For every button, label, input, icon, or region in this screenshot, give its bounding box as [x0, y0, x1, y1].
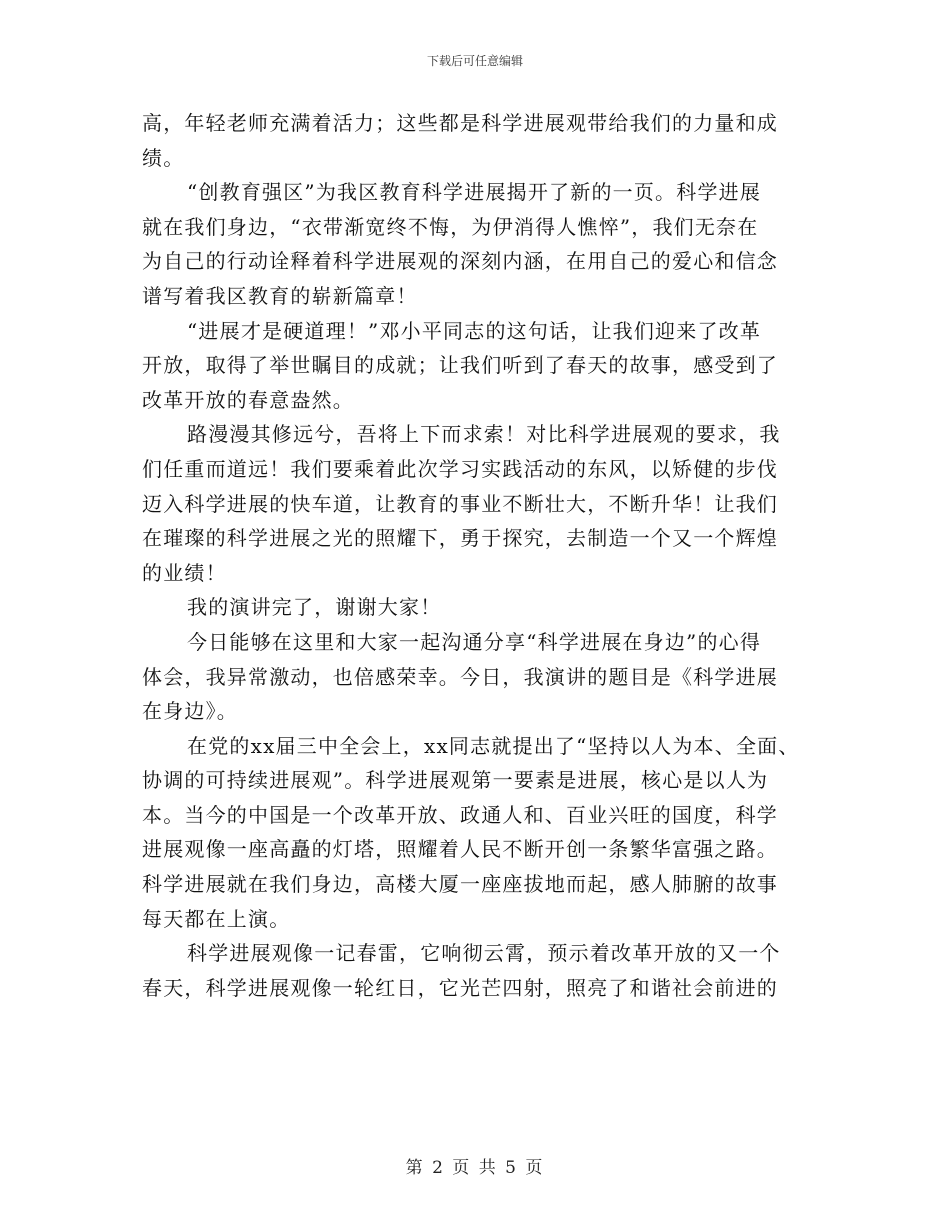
text-line: 高，年轻老师充满着活力；这些都是科学进展观带给我们的力量和成: [142, 111, 778, 135]
page-number-footer: 第 2 页 共 5 页: [405, 1158, 545, 1178]
text-line: 们任重而道远！我们要乘着此次学习实践活动的东风，以矫健的步伐: [142, 456, 778, 481]
text-line: 绩。: [142, 145, 185, 170]
text-line: 体会，我异常激动，也倍感荣幸。今日，我演讲的题目是《科学进展: [142, 664, 778, 689]
text-line: 路漫漫其修远兮，吾将上下而求索！对比科学进展观的要求，我: [187, 422, 781, 447]
text-line: 科学进展观像一记春雷，它响彻云霄，预示着改革开放的又一个: [187, 941, 781, 966]
text-line: 谱写着我区教育的崭新篇章！: [142, 283, 418, 308]
document-body: [142, 106, 842, 1005]
text-line: 协调的可持续进展观”。科学进展观第一要素是进展，核心是以人为: [142, 768, 769, 793]
text-line: 每天都在上演。: [142, 906, 291, 931]
text-line: 开放，取得了举世瞩目的成就；让我们听到了春天的故事，感受到了: [142, 353, 778, 378]
text-line: 进展观像一座高矗的灯塔，照耀着人民不断开创一条繁华富强之路。: [142, 837, 778, 862]
text-line: 的业绩！: [142, 560, 227, 585]
text-line: 为自己的行动诠释着科学进展观的深刻内涵，在用自己的爱心和信念: [142, 249, 778, 274]
text-line: 在身边》。: [142, 699, 238, 724]
page-header: 下载后可任意编辑: [426, 54, 523, 68]
text-line: 本。当今的中国是一个改革开放、政通人和、百业兴旺的国度，科学: [142, 802, 778, 827]
text-line: 科学进展就在我们身边，高楼大厦一座座拔地而起，感人肺腑的故事: [142, 872, 778, 897]
text-line: 在璀璨的科学进展之光的照耀下，勇于探究，去制造一个又一个辉煌: [142, 526, 778, 551]
text-line: 迈入科学进展的快车道，让教育的事业不断壮大，不断升华！让我们: [142, 491, 778, 516]
text-line: 春天，科学进展观像一轮红日，它光芒四射，照亮了和谐社会前进的: [142, 975, 778, 1000]
text-line: 在党的xx届三中全会上，xx同志就提出了“坚持以人为本、全面、: [187, 733, 800, 758]
text-line: 就在我们身边，“衣带渐宽终不悔，为伊消得人憔悴”，我们无奈在: [142, 214, 759, 239]
text-line: 我的演讲完了，谢谢大家！: [187, 595, 442, 620]
text-line: 今日能够在这里和大家一起沟通分享“科学进展在身边”的心得: [187, 629, 762, 654]
text-line: “进展才是硬道理！”邓小平同志的这句话，让我们迎来了改革: [187, 318, 762, 343]
text-line: 改革开放的春意盎然。: [142, 387, 354, 412]
text-line: “创教育强区”为我区教育科学进展揭开了新的一页。科学进展: [187, 180, 762, 205]
